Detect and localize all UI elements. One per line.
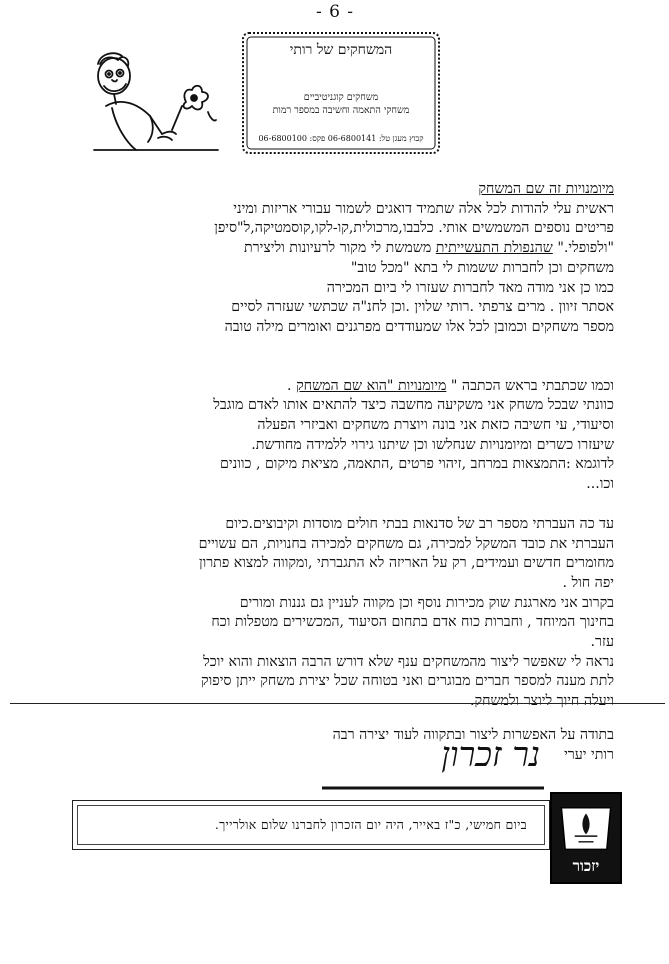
card-contact: קבוץ מעגן טל: 06-6800141 פקס: 06-6800100 — [258, 134, 424, 143]
article-line: נראה לי שאפשר ליצור מהמשחקים ענף שלא דורש הרבה הוצאות והוא יוכל — [203, 653, 614, 670]
card-title: המשחקים של רותי — [289, 42, 393, 58]
closing-line: בתודה על האפשרות ליצור ובתקווה לעוד יצירה רבה — [332, 726, 614, 743]
article-heading: מיומנויות זה שם המשחק — [478, 181, 614, 197]
emblem-label: יזכור — [572, 857, 600, 875]
article-line: וכו... — [586, 476, 614, 493]
article-line — [88, 377, 614, 397]
article-text: . — [287, 377, 292, 394]
article-text: "ולפופלי." — [557, 240, 614, 257]
article-line: לדוגמא :התמצאות במרחב ,זיהוי פרטים ,התאמה, מציאת מיקום , כוונים — [220, 456, 614, 473]
article-line: כוונתי שבכל משחק אני משקיעה מחשבה כיצד להתאים אותו לאדם מוגבל — [213, 397, 614, 414]
memorial-title — [318, 728, 548, 798]
card-subtitle-2: משחקי התאמה וחשיבה במספר רמות — [272, 105, 410, 116]
article-line: אסתר זיוון . מרים צרפתי .רותי שלוין .וכן לחנ"ה שכתשי שעזרה לסיים — [231, 299, 614, 316]
article-line: מספר משחקים וכמובן לכל אלו שמעודדים מפרגנים ואומרים מילה טובה — [224, 318, 614, 335]
article-line: משחקים וכן לחברות ששמות לי בתא "מכל טוב" — [350, 259, 614, 276]
article-line: וסיעודי, עי חשיבה כזאת אני בונה ויוצרת משחקים ואביזרי הפעלה — [257, 417, 614, 434]
section-divider — [10, 703, 665, 704]
article-line: ויעלה חיוך ליוצר ולמשחק. — [469, 693, 614, 710]
memorial-notice — [72, 800, 550, 850]
article-line: בחינוך המיוחד , וחברות כוח אדם בתחום הסיעוד ,המכשירים מטפלות וכח — [211, 614, 614, 631]
article-line — [88, 239, 614, 259]
memorial-text: ביום חמישי, כ"ז באייר, היה יום הזכרון לחברנו שלום אולרייך. — [214, 817, 527, 832]
article-line: עד כה העברתי מספר רב של סדנאות בבתי חולים מוסדות וקיבוצים.כיום — [225, 515, 614, 532]
article-line: מחומרים חדשים ועמידים, רק על האריזה לא התגברתי ,ומקווה למצוא פתרון — [198, 555, 614, 572]
article-line: פריטים נוספים המשמשים אותי. כלבבו,מרכולית,קו-לקו,קוסמטיקה,ל"סיפן — [214, 220, 614, 237]
article-line: העברתי את כובד המשקל למכירה, גם משחקים למכירה בחנויות, הם עשויים — [198, 535, 614, 552]
business-card — [240, 30, 442, 156]
article-text: וכמו שכתבתי בראש הכתבה " — [450, 377, 614, 394]
memorial-title-text: נר זכרון — [441, 735, 540, 775]
cartoon-illustration — [92, 46, 220, 158]
article — [88, 180, 614, 765]
article-line: יפה חול . — [562, 574, 614, 591]
signature: רותי יערי — [564, 746, 614, 763]
article-line: בקרוב אני מארגנת שוק מכירות נוסף וכן מקווה לעניין גם גננות ומורים — [239, 594, 614, 611]
article-line: עזר. — [590, 634, 614, 651]
article-text: משמשת לי מקור לרעיונות וליצירת — [244, 240, 432, 257]
underlined-text: מיומנויות "הוא שם המשחק — [296, 377, 447, 394]
memorial-title-art — [318, 728, 548, 798]
article-line: שיעזרו כשרים ומיומנויות שנחלשו וכן שיתנו גירוי ללמידה מחודשת. — [251, 436, 614, 453]
cartoon-figure-with-flower — [92, 46, 220, 158]
article-line: לתת מענה למספר חברים מבוגרים ואני בטוחה שכל יצירת משחק ייתן סיפוק — [201, 673, 614, 690]
article-line: כמו כן אני מודה מאד לחברות שעזרו לי ביום המכירה — [326, 279, 614, 296]
page-number: - 6 - — [315, 2, 355, 22]
article-line: ראשית עלי להודות לכל אלה שתמיד דואגים לשמור עבורי אריזות ומיני — [233, 200, 614, 217]
yizkor-emblem — [550, 792, 622, 884]
underlined-text: שהנפולת התעשייתית — [435, 240, 553, 257]
card-subtitle-1: משחקים קוגניטיביים — [303, 92, 379, 103]
